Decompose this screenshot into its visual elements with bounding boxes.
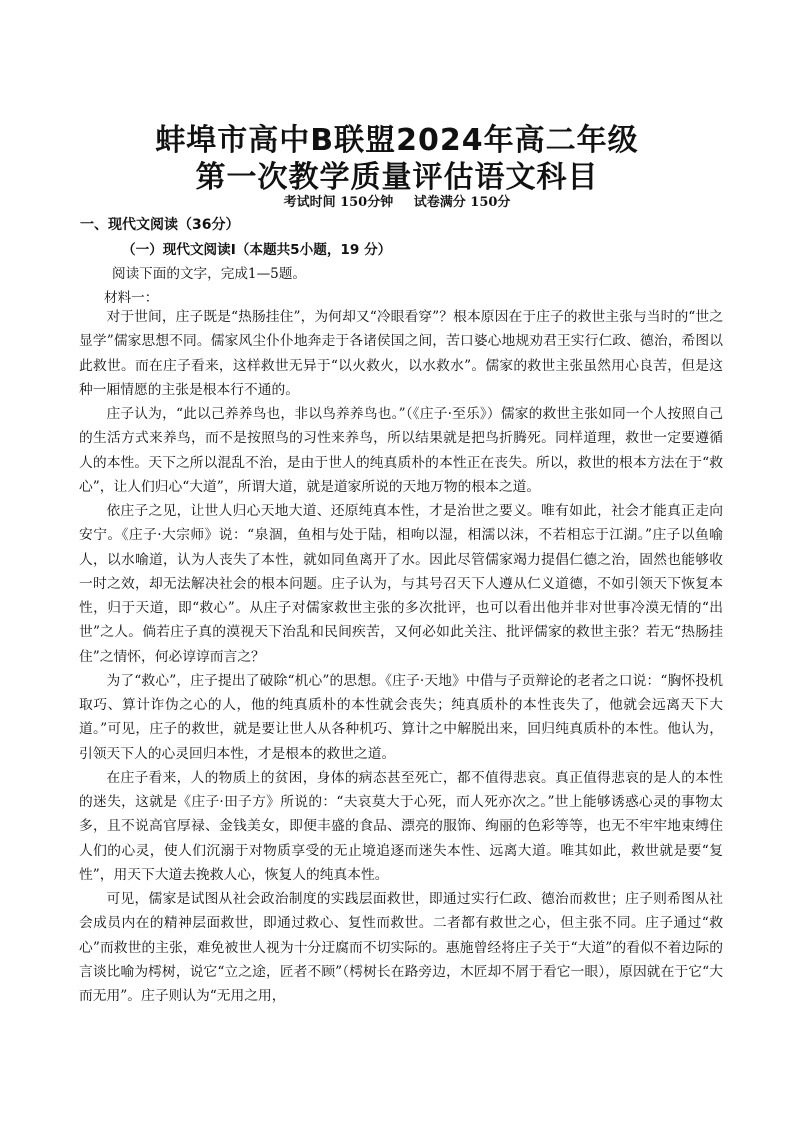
subsection-heading: （一）现代文阅读Ⅰ（本题共5小题，19 分） xyxy=(122,242,392,258)
passage-paragraph-3: 依庄子之见，让世人归心天地大道、还原纯真本性，才是治世之要义。唯有如此，社会才能真正走向安宁。《庄子·大宗师》说：“泉涸，鱼相与处于陆，相呴以湿，相濡以沫，不若相忘于江湖。”庄子以鱼喻人，以水喻道，认为人丧失了本性，就如同鱼离开了水。因此尽管儒家竭力提倡仁德之治，固然也能够收一时之效，却无法解决社会的根本问题。庄子认为，与其号召天下人遵从仁义道德，不如引领天下恢复本性，归于天道，即“救心”。从庄子对儒家救世主张的多次批评，也可以看出他并非对世事冷漠无情的“出世”之人。倘若庄子真的漠视天下治乱和民间疾苦，又何必如此关注、批评儒家的救世主张？若无“热肠挂住”之情怀，何必谆谆而言之？ xyxy=(79,503,723,665)
passage-paragraph-2: 庄子认为，“此以己养养鸟也，非以鸟养养鸟也。”（《庄子·至乐》）儒家的救世主张如同一个人按照自己的生活方式来养鸟，而不是按照鸟的习性来养鸟，所以结果就是把鸟折腾死。同样道理，救世一定要遵循人的本性。天下之所以混乱不治，是由于世人的纯真质朴的本性正在丧失。所以，救世的根本方法在于“救心”，让人们归心“大道”，所谓大道，就是道家所说的天地万物的根本之道。 xyxy=(79,406,723,495)
passage-paragraph-1: 对于世间，庄子既是“热肠挂住”，为何却又“冷眼看穿”？根本原因在于庄子的救世主张与当时的“世之显学”儒家思想不同。儒家风尘仆仆地奔走于各诸侯国之间，苦口婆心地规劝君王实行仁政、德治，希图以此救世。而在庄子看来，这样救世无异于“以火救火，以水救水”。儒家的救世主张虽然用心良苦，但是这种一厢情愿的主张是根本行不通的。 xyxy=(79,309,723,398)
exam-time: 考试时间 150分钟 xyxy=(283,195,394,210)
passage-body xyxy=(79,305,723,1008)
full-score: 试卷满分 150分 xyxy=(413,195,511,210)
passage-paragraph-4: 为了“救心”，庄子提出了破除“机心”的思想。《庄子·天地》中借与子贡辩论的老者之口说：“胸怀投机取巧、算计诈伪之心的人，他的纯真质朴的本性就会丧失；纯真质朴的本性丧失了，他就会远离天下大道。”可见，庄子的救世，就是要让世人从各种机巧、算计之中解脱出来，回归纯真质朴的本性。他认为，引领天下人的心灵回归本性，才是根本的救世之道。 xyxy=(79,672,723,762)
reading-instruction: 阅读下面的文字，完成1—5题。 xyxy=(112,266,307,282)
section-heading: 一、现代文阅读（36分） xyxy=(80,217,240,233)
material-label: 材料一： xyxy=(104,290,159,306)
exam-title-line-2: 第一次教学质量评估语文科目 xyxy=(195,160,599,195)
exam-title-line-1: 蚌埠市高中B联盟2024年高二年级 xyxy=(155,123,639,158)
exam-meta xyxy=(0,191,794,210)
passage-paragraph-5: 在庄子看来，人的物质上的贫困，身体的病态甚至死亡，都不值得悲哀。真正值得悲哀的是人的本性的迷失，这就是《庄子·田子方》所说的：“夫哀莫大于心死，而人死亦次之。”世上能够诱惑心灵的事物太多，且不说高官厚禄、金钱美女，即便丰盛的食品、漂亮的服饰、绚丽的色彩等等，也无不牢牢地束缚住人们的心灵，使人们沉溺于对物质享受的无止境追逐而迷失本性、远离大道。唯其如此，救世就是要“复性”，用天下大道去挽救人心，恢复人的纯真本性。 xyxy=(79,769,723,883)
passage-paragraph-6: 可见，儒家是试图从社会政治制度的实践层面救世，即通过实行仁政、德治而救世；庄子则希图从社会成员内在的精神层面救世，即通过救心、复性而救世。二者都有救世之心，但主张不同。庄子通过“救心”而救世的主张，难免被世人视为十分迂腐而不切实际的。惠施曾经将庄子关于“大道”的看似不着边际的言谈比喻为樗树，说它“立之途，匠者不顾”（樗树长在路旁边，木匠却不屑于看它一眼），原因就在于它“大而无用”。庄子则认为“无用之用， xyxy=(79,891,723,1004)
